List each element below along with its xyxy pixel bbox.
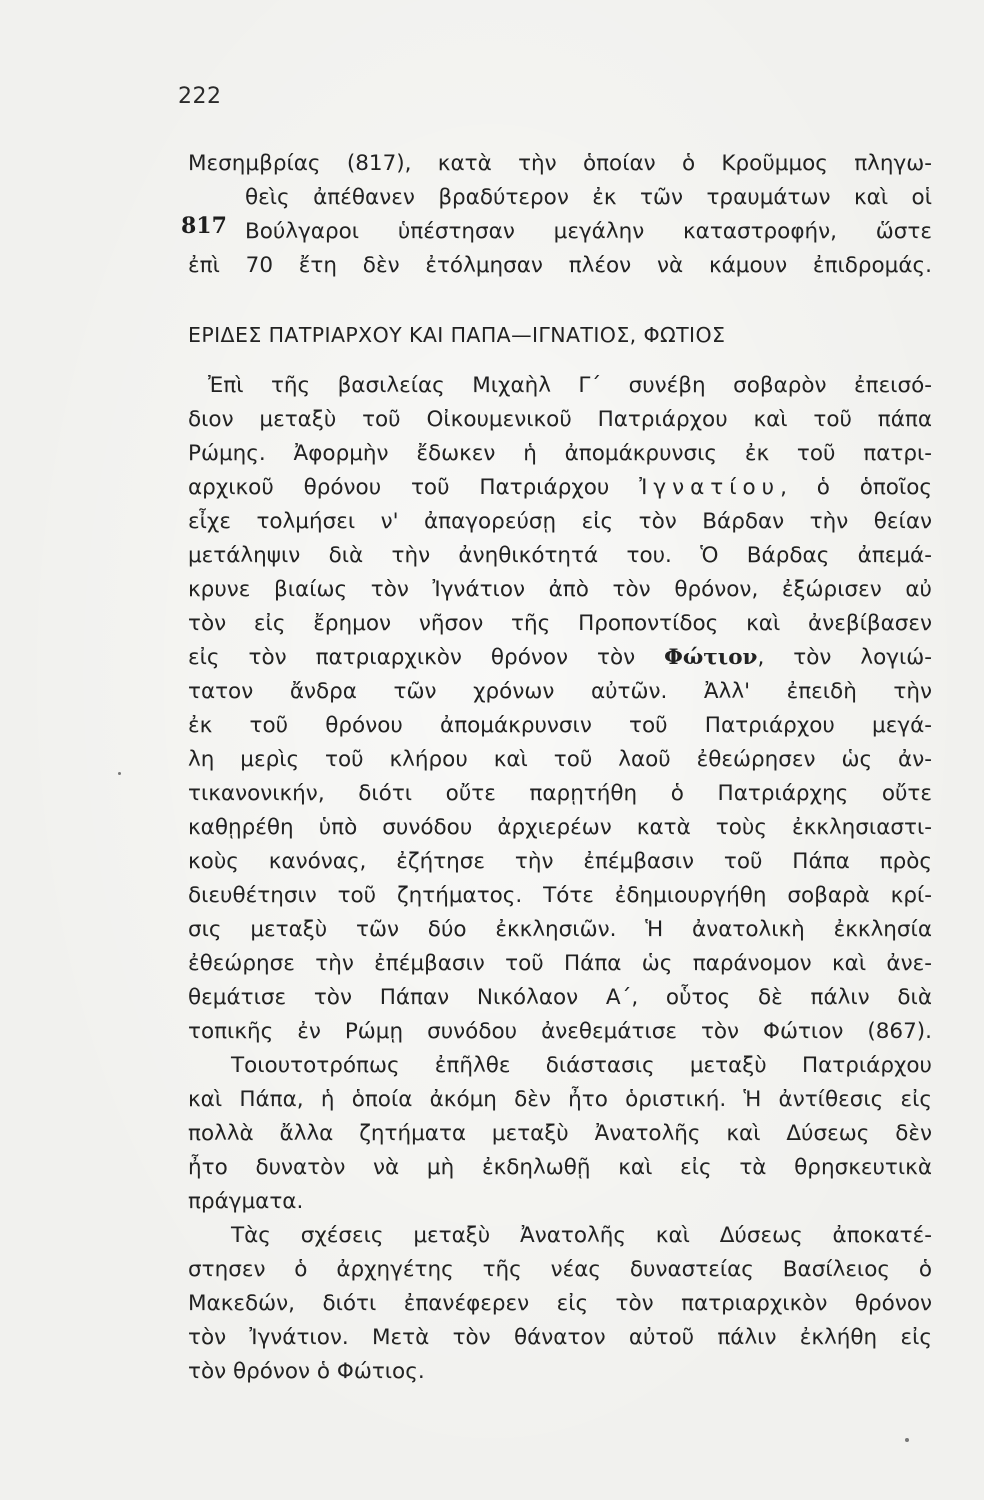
p1-line-13: τικανονικήν, διότι οὔτε παρῃτήθη ὁ Πατριάρχης οὔτε (188, 781, 932, 806)
p2-line-4: ἦτο δυνατὸν νὰ μὴ ἐκδηλωθῇ καὶ εἰς τὰ θρησκευτικὰ (188, 1155, 932, 1180)
page-number: 222 (178, 84, 222, 109)
p1-line-7: κρυνε βιαίως τὸν Ἰγνάτιον ἀπὸ τὸν θρόνον, ἐξώρισεν αὐ (188, 577, 932, 602)
print-speck (118, 772, 121, 775)
print-speck (905, 1438, 909, 1442)
p1-line-9 (188, 641, 932, 675)
p1-line-3: Ρώμης. Ἀφορμὴν ἔδωκεν ἡ ἀπομάκρυνσις ἐκ τοῦ πατρι- (188, 441, 932, 466)
p2-line-1: Τοιουτοτρόπως ἐπῆλθε διάστασις μεταξὺ Πατριάρχου (231, 1053, 932, 1078)
p1-line-20: τοπικῆς ἐν Ρώμῃ συνόδου ἀνεθεμάτισε τὸν Φώτιον (867). (188, 1019, 932, 1044)
p1-line-10: τατον ἄνδρα τῶν χρόνων αὐτῶν. Ἀλλ' ἐπειδὴ τὴν (188, 679, 932, 704)
p1-line-4-end: , ὁ ὁποῖος (780, 475, 932, 500)
p3-line-2: στησεν ὁ ἀρχηγέτης τῆς νέας δυναστείας Βασίλειος ὁ (188, 1257, 932, 1282)
p3-line-5: τὸν θρόνον ὁ Φώτιος. (188, 1359, 425, 1384)
p1-line-4-start: αρχικοῦ θρόνου τοῦ Πατριάρχου (188, 475, 610, 500)
p1-line-6: μετάληψιν διὰ τὴν ἀνηθικότητά του. Ὁ Βάρδας ἀπεμά- (188, 543, 932, 568)
p1-line-18: ἐθεώρησε τὴν ἐπέμβασιν τοῦ Πάπα ὡς παράνομον καὶ ἀνε- (188, 951, 932, 976)
p2-line-5: πράγματα. (188, 1189, 304, 1214)
section-heading: ΕΡΙΔΕΣ ΠΑΤΡΙΑΡΧΟΥ ΚΑΙ ΠΑΠΑ—ΙΓΝΑΤΙΟΣ, ΦΩΤΙΟΣ (188, 323, 726, 347)
p1-line-14: καθῃρέθη ὑπὸ συνόδου ἀρχιερέων κατὰ τοὺς ἐκκλησιαστι- (188, 815, 932, 840)
p3-line-4: τὸν Ἰγνάτιον. Μετὰ τὸν θάνατον αὐτοῦ πάλιν ἐκλήθη εἰς (188, 1325, 932, 1350)
person-name-photios: Φώτιον (664, 645, 758, 670)
p3-line-3: Μακεδών, διότι ἐπανέφερεν εἰς τὸν πατριαρχικὸν θρόνον (188, 1291, 932, 1316)
intro-line-3: Βούλγαροι ὑπέστησαν μεγάλην καταστροφήν, ὥστε (245, 219, 932, 244)
p1-line-12: λη μερὶς τοῦ κλήρου καὶ τοῦ λαοῦ ἐθεώρησεν ὡς ἀν- (188, 747, 932, 772)
p1-line-17: σις μεταξὺ τῶν δύο ἐκκλησιῶν. Ἡ ἀνατολικὴ ἐκκλησία (188, 917, 932, 942)
p1-line-8: τὸν εἰς ἔρημον νῆσον τῆς Προποντίδος καὶ ἀνεβίβασεν (188, 611, 932, 636)
intro-line-4: ἐπὶ 70 ἔτη δὲν ἐτόλμησαν πλέον νὰ κάμουν ἐπιδρομάς. (188, 253, 932, 278)
p1-line-5: εἶχε τολμήσει ν' ἀπαγορεύσῃ εἰς τὸν Βάρδαν τὴν θείαν (188, 509, 932, 534)
p3-line-1: Τὰς σχέσεις μεταξὺ Ἀνατολῆς καὶ Δύσεως ἀποκατέ- (231, 1223, 932, 1248)
p2-line-2: καὶ Πάπα, ἡ ὁποία ἀκόμη δὲν ἦτο ὁριστική. Ἡ ἀντίθεσις εἰς (188, 1087, 932, 1112)
p1-line-11: ἐκ τοῦ θρόνου ἀπομάκρυνσιν τοῦ Πατριάρχου μεγά- (188, 713, 932, 738)
p2-line-3: πολλὰ ἄλλα ζητήματα μεταξὺ Ἀνατολῆς καὶ Δύσεως δὲν (188, 1121, 932, 1146)
p1-line-9-start: εἰς τὸν πατριαρχικὸν θρόνον τὸν (188, 645, 636, 670)
intro-line-2: θεὶς ἀπέθανεν βραδύτερον ἐκ τῶν τραυμάτων καὶ οἱ (245, 185, 932, 210)
p1-line-15: κοὺς κανόνας, ἐζήτησε τὴν ἐπέμβασιν τοῦ Πάπα πρὸς (188, 849, 932, 874)
person-name-ignatios: Ἰγνατίου (639, 475, 781, 500)
p1-line-19: θεμάτισε τὸν Πάπαν Νικόλαον Α΄, οὗτος δὲ πάλιν διὰ (188, 985, 932, 1010)
p1-line-1: Ἐπὶ τῆς βασιλείας Μιχαὴλ Γ΄ συνέβη σοβαρὸν ἐπεισό- (208, 373, 932, 398)
margin-year-note: 817 (181, 213, 227, 239)
p1-line-4 (188, 471, 932, 505)
p1-line-16: διευθέτησιν τοῦ ζητήματος. Τότε ἐδημιουργήθη σοβαρὰ κρί- (188, 883, 932, 908)
intro-line-1: Μεσημβρίας (817), κατὰ τὴν ὁποίαν ὁ Κροῦμμος πληγω- (188, 151, 932, 176)
p1-line-2: διον μεταξὺ τοῦ Οἰκουμενικοῦ Πατριάρχου καὶ τοῦ πάπα (188, 407, 932, 432)
p1-line-9-end: , τὸν λογιώ- (757, 645, 933, 670)
